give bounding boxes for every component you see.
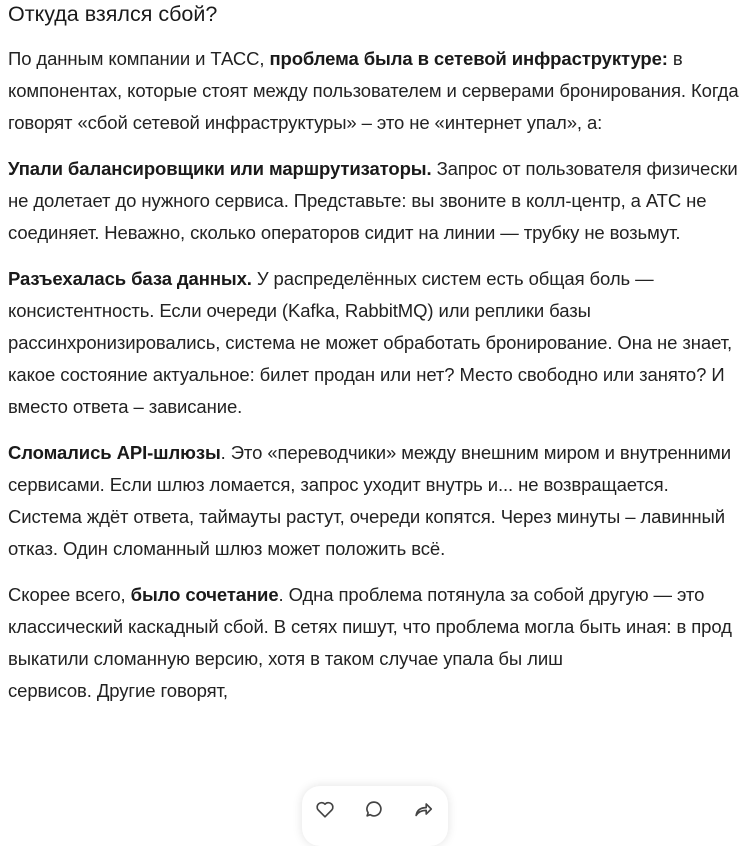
paragraph-emphasis: Сломались API-шлюзы xyxy=(8,442,221,463)
paragraph-text: Скорее всего, xyxy=(8,584,131,605)
paragraph-balancers xyxy=(8,153,740,249)
section-heading: Откуда взялся сбой? xyxy=(8,2,218,26)
reaction-bar xyxy=(302,786,448,846)
paragraph-network-infrastructure xyxy=(8,43,740,139)
paragraph-text: У распределённых систем есть общая боль — консистентность. Если очереди (Kafka, RabbitMQ) или реплики базы рассинхронизировались, система не может обработать бронирование. Она не знает, какое состояние актуальное: билет продан или нет? Место свободно или занято? И вместо ответа – зависание. xyxy=(8,268,733,417)
paragraph-text: . Одна проблема потянула за собой другую — это классический каскадный сбой. В сетях пишут, что проблема могла быть иная: в прод выкатили сломанную версию, хотя в таком случае упала бы лиш xyxy=(8,584,732,669)
paragraph-database xyxy=(8,263,740,423)
paragraph-api-gateways xyxy=(8,437,740,565)
like-button[interactable] xyxy=(314,798,338,822)
paragraph-text: . Это «переводчики» между внешним миром и внутренними сервисами. Если шлюз ломается, запрос уходит внутрь и... не возвращается. Система ждёт ответа, таймауты растут, очереди копятся. Через минуты – лавинный отказ. Один сломанный шлюз может положить всё. xyxy=(8,442,731,559)
paragraph-text: Запрос от пользователя физически не долетает до нужного сервиса. Представьте: вы звоните в колл-центр, а АТС не соединяет. Неважно, сколько операторов сидит на линии — трубку не возьмут. xyxy=(8,158,738,243)
share-button[interactable] xyxy=(412,798,436,822)
paragraph-emphasis: было сочетание xyxy=(130,584,279,605)
share-icon xyxy=(412,798,434,820)
paragraph-text: По данным компании и ТАСС, xyxy=(8,48,270,69)
paragraph-text: в компонентах, которые стоят между пользователем и серверами бронирования. Когда говорят «сбой сетевой инфраструктуры» – это не «интернет упал», а: xyxy=(8,48,739,133)
paragraph-emphasis: Разъехалась база данных. xyxy=(8,268,252,289)
heart-icon xyxy=(314,798,336,820)
paragraph-emphasis: Упали балансировщики или маршрутизаторы. xyxy=(8,158,432,179)
paragraph-combination xyxy=(8,579,740,707)
article-body xyxy=(8,0,740,707)
comment-icon xyxy=(363,798,385,820)
comment-button[interactable] xyxy=(363,798,387,822)
paragraph-text: сервисов. Другие говорят, xyxy=(8,680,228,701)
paragraph-emphasis: проблема была в сетевой инфраструктуре: xyxy=(269,48,668,69)
